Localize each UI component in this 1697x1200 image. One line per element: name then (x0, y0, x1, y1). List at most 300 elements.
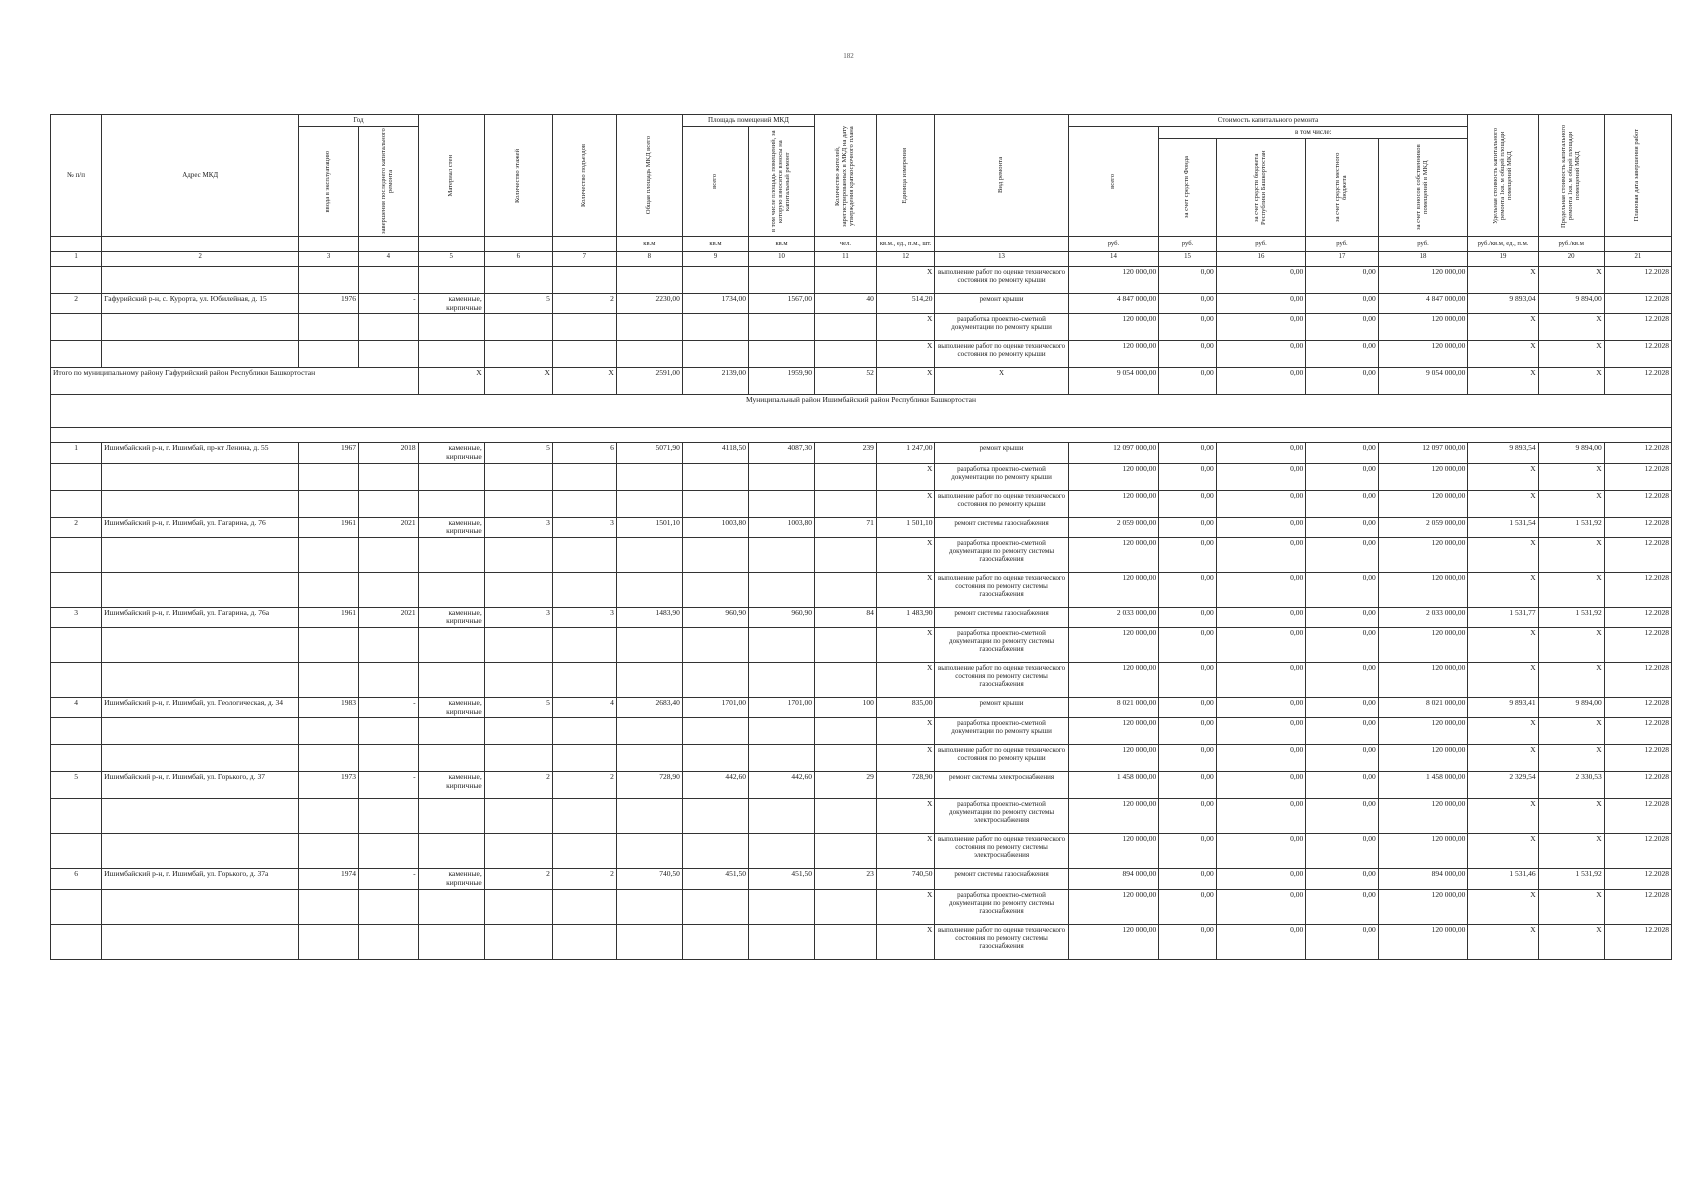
cost-total-cell: 120 000,00 (1068, 537, 1159, 572)
unit-cost-cell: X (1468, 537, 1538, 572)
total-area-cell: 728,90 (616, 772, 682, 799)
floors-cell (484, 718, 552, 745)
year-last-repair-cell: - (358, 772, 418, 799)
header-premises-owned: в том числе площадь помещений, за которую взносятся взносы на капитальный ремонт (748, 127, 814, 237)
cost-republic-cell: 0,00 (1216, 314, 1306, 341)
cost-republic-cell: 0,00 (1216, 517, 1306, 537)
residents-cell: 239 (815, 443, 877, 463)
table-header (51, 115, 1672, 267)
header-year-last-repair: завершения последнего капитального ремонта (358, 127, 418, 237)
address-cell: Ишимбайский р-н, г. Ишимбай, ул. Горького, д. 37 (102, 772, 299, 799)
cost-local-cell: 0,00 (1306, 490, 1378, 517)
unit-value-cell: 740,50 (876, 869, 935, 889)
unit-cell: кв.м (616, 237, 682, 252)
floors-cell (484, 490, 552, 517)
column-number-cell: 18 (1378, 252, 1468, 267)
floors-cell: 2 (484, 869, 552, 889)
cost-total-cell: 120 000,00 (1068, 799, 1159, 834)
max-cost-cell: X (1538, 267, 1604, 294)
row-number-cell: 1 (51, 443, 102, 463)
table-row (51, 869, 1672, 889)
year-last-repair-cell: 2021 (358, 517, 418, 537)
cost-local-cell: 0,00 (1306, 663, 1378, 698)
year-last-repair-cell (358, 834, 418, 869)
wall-material-cell: каменные, кирпичные (418, 443, 484, 463)
header-total-area: Общая площадь МКД всего (616, 115, 682, 237)
cost-local-cell: 0,00 (1306, 889, 1378, 924)
max-cost-cell: X (1538, 924, 1604, 959)
premises-owned-cell (748, 718, 814, 745)
floors-cell (484, 463, 552, 490)
row-number-cell (51, 924, 102, 959)
premises-owned-cell (748, 745, 814, 772)
unit-cell: руб./кв.м, ед., п.м. (1468, 237, 1538, 252)
table-row (51, 314, 1672, 341)
cost-fund-cell: 0,00 (1159, 490, 1217, 517)
table-row (51, 718, 1672, 745)
cost-republic-cell: 0,00 (1216, 834, 1306, 869)
table-row (51, 490, 1672, 517)
column-number-cell: 21 (1604, 252, 1671, 267)
cost-owners-cell: 120 000,00 (1378, 834, 1468, 869)
total-area-cell (616, 745, 682, 772)
address-cell (102, 572, 299, 607)
premises-owned-cell (748, 537, 814, 572)
year-commission-cell (299, 663, 359, 698)
year-commission-cell: 1967 (299, 443, 359, 463)
premises-owned-cell (748, 267, 814, 294)
premises-total-cell (682, 490, 748, 517)
year-last-repair-cell: 2021 (358, 607, 418, 627)
cost-owners-cell: 120 000,00 (1378, 628, 1468, 663)
work-type-cell: выполнение работ по оценке технического состояния по ремонту крыши (935, 745, 1068, 772)
wall-material-cell (418, 267, 484, 294)
table-row (51, 924, 1672, 959)
entrances-cell (552, 799, 616, 834)
deadline-cell: 12.2028 (1604, 718, 1671, 745)
work-type-cell: ремонт крыши (935, 443, 1068, 463)
table-row (51, 607, 1672, 627)
year-commission-cell (299, 834, 359, 869)
column-number-cell: 5 (418, 252, 484, 267)
unit-value-cell: X (876, 463, 935, 490)
unit-cost-cell: 9 893,41 (1468, 698, 1538, 718)
unit-cell: кв.м., ед., п.м., шт. (876, 237, 935, 252)
cost-republic-cell: 0,00 (1216, 267, 1306, 294)
unit-cost-cell: X (1468, 834, 1538, 869)
deadline-cell: 12.2028 (1604, 628, 1671, 663)
cost-republic-cell: 0,00 (1216, 607, 1306, 627)
units-row (51, 237, 1672, 252)
header-cost-incl: в том числе: (1159, 127, 1468, 139)
year-commission-cell (299, 572, 359, 607)
column-number-cell: 20 (1538, 252, 1604, 267)
premises-total-cell (682, 924, 748, 959)
address-cell: Ишимбайский р-н, г. Ишимбай, ул. Гагарина, д. 76 (102, 517, 299, 537)
unit-value-cell: 1 483,90 (876, 607, 935, 627)
table-row (51, 663, 1672, 698)
premises-owned-cell (748, 314, 814, 341)
premises-owned-cell (748, 834, 814, 869)
wall-material-cell (418, 628, 484, 663)
entrances-cell (552, 663, 616, 698)
cost-fund-cell: 0,00 (1159, 772, 1217, 799)
cost-total-cell: 120 000,00 (1068, 889, 1159, 924)
deadline-cell: 12.2028 (1604, 294, 1671, 314)
unit-cost-cell: X (1468, 490, 1538, 517)
total-area-cell: 1483,90 (616, 607, 682, 627)
table-row (51, 443, 1672, 463)
unit-cost-cell: X (1468, 572, 1538, 607)
max-cost-cell: X (1538, 368, 1604, 395)
floors-cell (484, 745, 552, 772)
table-row (51, 799, 1672, 834)
year-last-repair-cell (358, 572, 418, 607)
total-area-cell: 2591,00 (616, 368, 682, 395)
floors-cell (484, 572, 552, 607)
unit-value-cell: X (876, 718, 935, 745)
total-area-cell (616, 799, 682, 834)
premises-owned-cell: 451,50 (748, 869, 814, 889)
year-commission-cell (299, 463, 359, 490)
unit-value-cell: X (876, 834, 935, 869)
unit-cell (484, 237, 552, 252)
header-unit-cost: Удельная стоимость капитального ремонта 1кв. м общей площади помещений МКД (1468, 115, 1538, 237)
unit-cost-cell: 2 329,54 (1468, 772, 1538, 799)
unit-cell (552, 237, 616, 252)
unit-cost-cell: X (1468, 889, 1538, 924)
deadline-cell: 12.2028 (1604, 517, 1671, 537)
entrances-cell (552, 267, 616, 294)
column-number-cell: 17 (1306, 252, 1378, 267)
capital-repair-table (50, 114, 1672, 960)
residents-cell (815, 341, 877, 368)
work-type-cell: выполнение работ по оценке технического состояния по ремонту системы электроснабжения (935, 834, 1068, 869)
unit-cell (1604, 237, 1671, 252)
total-area-cell: 740,50 (616, 869, 682, 889)
cost-local-cell: 0,00 (1306, 443, 1378, 463)
cost-local-cell: 0,00 (1306, 607, 1378, 627)
max-cost-cell: 1 531,92 (1538, 607, 1604, 627)
cost-fund-cell: 0,00 (1159, 537, 1217, 572)
max-cost-cell: X (1538, 799, 1604, 834)
year-last-repair-cell (358, 799, 418, 834)
entrances-cell (552, 745, 616, 772)
premises-owned-cell (748, 663, 814, 698)
wall-material-cell (418, 490, 484, 517)
unit-cost-cell: X (1468, 924, 1538, 959)
work-type-cell: разработка проектно-сметной документации по ремонту системы электроснабжения (935, 799, 1068, 834)
residents-cell (815, 537, 877, 572)
work-type-cell: ремонт системы электроснабжения (935, 772, 1068, 799)
residents-cell: 71 (815, 517, 877, 537)
wall-material-cell: каменные, кирпичные (418, 517, 484, 537)
cost-total-cell: 120 000,00 (1068, 718, 1159, 745)
row-number-cell (51, 314, 102, 341)
work-type-cell: X (935, 368, 1068, 395)
cost-fund-cell: 0,00 (1159, 294, 1217, 314)
total-area-cell (616, 628, 682, 663)
header-cost-local: за счет средств местного бюджета (1306, 139, 1378, 237)
unit-cost-cell: 9 893,04 (1468, 294, 1538, 314)
table-row (51, 294, 1672, 314)
column-number-cell: 11 (815, 252, 877, 267)
year-commission-cell: 1974 (299, 869, 359, 889)
premises-total-cell: 442,60 (682, 772, 748, 799)
year-commission-cell (299, 267, 359, 294)
premises-total-cell: 1734,00 (682, 294, 748, 314)
deadline-cell: 12.2028 (1604, 341, 1671, 368)
address-cell: Ишимбайский р-н, г. Ишимбай, пр-кт Ленина, д. 55 (102, 443, 299, 463)
row-number-cell: 4 (51, 698, 102, 718)
column-number-cell: 2 (102, 252, 299, 267)
unit-value-cell: X (876, 490, 935, 517)
cost-local-cell: 0,00 (1306, 869, 1378, 889)
cost-fund-cell: 0,00 (1159, 834, 1217, 869)
cost-local-cell: 0,00 (1306, 572, 1378, 607)
work-type-cell: ремонт крыши (935, 698, 1068, 718)
total-area-cell (616, 463, 682, 490)
work-type-cell: ремонт системы газоснабжения (935, 869, 1068, 889)
unit-cost-cell: X (1468, 718, 1538, 745)
cost-total-cell: 120 000,00 (1068, 463, 1159, 490)
cost-fund-cell: 0,00 (1159, 341, 1217, 368)
residents-cell (815, 463, 877, 490)
entrances-cell (552, 572, 616, 607)
unit-cost-cell: X (1468, 663, 1538, 698)
year-commission-cell: 1983 (299, 698, 359, 718)
floors-cell (484, 314, 552, 341)
cost-republic-cell: 0,00 (1216, 490, 1306, 517)
year-commission-cell: 1961 (299, 607, 359, 627)
premises-total-cell (682, 834, 748, 869)
table-row (51, 517, 1672, 537)
year-last-repair-cell (358, 463, 418, 490)
work-type-cell: ремонт системы газоснабжения (935, 607, 1068, 627)
residents-cell (815, 834, 877, 869)
cost-local-cell: 0,00 (1306, 834, 1378, 869)
column-number-cell: 4 (358, 252, 418, 267)
cost-owners-cell: 4 847 000,00 (1378, 294, 1468, 314)
wall-material-cell: X (418, 368, 484, 395)
entrances-cell (552, 628, 616, 663)
total-area-cell (616, 341, 682, 368)
year-last-repair-cell (358, 628, 418, 663)
unit-value-cell: X (876, 537, 935, 572)
cost-owners-cell: 120 000,00 (1378, 267, 1468, 294)
year-commission-cell (299, 490, 359, 517)
entrances-cell: 6 (552, 443, 616, 463)
row-number-cell (51, 889, 102, 924)
cost-republic-cell: 0,00 (1216, 463, 1306, 490)
residents-cell (815, 718, 877, 745)
cost-owners-cell: 120 000,00 (1378, 572, 1468, 607)
work-type-cell: ремонт системы газоснабжения (935, 517, 1068, 537)
row-number-cell (51, 628, 102, 663)
header-premises-area: Площадь помещений МКД (682, 115, 814, 127)
address-cell (102, 799, 299, 834)
unit-cell: руб./кв.м (1538, 237, 1604, 252)
header-work-type: Вид ремонта (935, 115, 1068, 237)
address-cell (102, 924, 299, 959)
year-last-repair-cell (358, 924, 418, 959)
deadline-cell: 12.2028 (1604, 745, 1671, 772)
residents-cell: 52 (815, 368, 877, 395)
row-number-cell (51, 745, 102, 772)
cost-republic-cell: 0,00 (1216, 698, 1306, 718)
wall-material-cell (418, 663, 484, 698)
cost-owners-cell: 120 000,00 (1378, 463, 1468, 490)
premises-owned-cell (748, 924, 814, 959)
entrances-cell (552, 924, 616, 959)
cost-fund-cell: 0,00 (1159, 663, 1217, 698)
floors-cell: 5 (484, 698, 552, 718)
max-cost-cell: X (1538, 341, 1604, 368)
unit-cell: кв.м (748, 237, 814, 252)
cost-local-cell: 0,00 (1306, 267, 1378, 294)
max-cost-cell: X (1538, 628, 1604, 663)
row-number-cell (51, 537, 102, 572)
year-last-repair-cell (358, 537, 418, 572)
cost-total-cell: 2 033 000,00 (1068, 607, 1159, 627)
max-cost-cell: X (1538, 572, 1604, 607)
unit-cost-cell: X (1468, 463, 1538, 490)
premises-owned-cell: 1003,80 (748, 517, 814, 537)
cost-fund-cell: 0,00 (1159, 869, 1217, 889)
cost-total-cell: 2 059 000,00 (1068, 517, 1159, 537)
cost-owners-cell: 9 054 000,00 (1378, 368, 1468, 395)
residents-cell: 23 (815, 869, 877, 889)
premises-owned-cell (748, 341, 814, 368)
header-year: Год (299, 115, 418, 127)
premises-total-cell: 451,50 (682, 869, 748, 889)
unit-value-cell: X (876, 745, 935, 772)
table-row (51, 537, 1672, 572)
unit-cost-cell: X (1468, 628, 1538, 663)
floors-cell (484, 799, 552, 834)
row-number-cell: 3 (51, 607, 102, 627)
unit-value-cell: X (876, 368, 935, 395)
address-cell (102, 834, 299, 869)
cost-total-cell: 894 000,00 (1068, 869, 1159, 889)
total-area-cell (616, 924, 682, 959)
column-number-cell: 7 (552, 252, 616, 267)
premises-total-cell (682, 341, 748, 368)
residents-cell (815, 572, 877, 607)
premises-total-cell: 960,90 (682, 607, 748, 627)
unit-cell (102, 237, 299, 252)
unit-cost-cell: X (1468, 745, 1538, 772)
cost-total-cell: 9 054 000,00 (1068, 368, 1159, 395)
residents-cell (815, 745, 877, 772)
unit-cost-cell: 9 893,54 (1468, 443, 1538, 463)
premises-owned-cell (748, 799, 814, 834)
total-area-cell (616, 537, 682, 572)
premises-owned-cell (748, 572, 814, 607)
unit-cell (935, 237, 1068, 252)
premises-total-cell (682, 745, 748, 772)
year-commission-cell (299, 889, 359, 924)
wall-material-cell (418, 718, 484, 745)
year-commission-cell: 1973 (299, 772, 359, 799)
table-row (51, 745, 1672, 772)
year-last-repair-cell: - (358, 294, 418, 314)
cost-fund-cell: 0,00 (1159, 267, 1217, 294)
cost-fund-cell: 0,00 (1159, 314, 1217, 341)
cost-local-cell: 0,00 (1306, 368, 1378, 395)
year-last-repair-cell (358, 663, 418, 698)
address-cell (102, 718, 299, 745)
total-area-cell (616, 490, 682, 517)
year-last-repair-cell (358, 718, 418, 745)
deadline-cell: 12.2028 (1604, 490, 1671, 517)
work-type-cell: выполнение работ по оценке технического состояния по ремонту крыши (935, 490, 1068, 517)
max-cost-cell: X (1538, 745, 1604, 772)
cost-fund-cell: 0,00 (1159, 924, 1217, 959)
max-cost-cell: X (1538, 718, 1604, 745)
address-cell (102, 490, 299, 517)
max-cost-cell: 9 894,00 (1538, 294, 1604, 314)
cost-total-cell: 120 000,00 (1068, 628, 1159, 663)
entrances-cell: 2 (552, 772, 616, 799)
cost-local-cell: 0,00 (1306, 799, 1378, 834)
header-cost: Стоимость капитального ремонта (1068, 115, 1468, 127)
cost-fund-cell: 0,00 (1159, 607, 1217, 627)
cost-fund-cell: 0,00 (1159, 628, 1217, 663)
cost-owners-cell: 120 000,00 (1378, 490, 1468, 517)
entrances-cell: 3 (552, 517, 616, 537)
cost-republic-cell: 0,00 (1216, 628, 1306, 663)
work-type-cell: разработка проектно-сметной документации по ремонту крыши (935, 314, 1068, 341)
deadline-cell: 12.2028 (1604, 572, 1671, 607)
entrances-cell: X (552, 368, 616, 395)
premises-owned-cell: 442,60 (748, 772, 814, 799)
total-area-cell: 1501,10 (616, 517, 682, 537)
cost-local-cell: 0,00 (1306, 924, 1378, 959)
residents-cell (815, 628, 877, 663)
header-deadline: Плановая дата завершения работ (1604, 115, 1671, 237)
max-cost-cell: 1 531,92 (1538, 869, 1604, 889)
deadline-cell: 12.2028 (1604, 368, 1671, 395)
cost-owners-cell: 2 033 000,00 (1378, 607, 1468, 627)
year-last-repair-cell (358, 490, 418, 517)
floors-cell: 2 (484, 772, 552, 799)
cost-local-cell: 0,00 (1306, 294, 1378, 314)
address-cell: Ишимбайский р-н, г. Ишимбай, ул. Геологическая, д. 34 (102, 698, 299, 718)
column-numbers-row (51, 252, 1672, 267)
unit-cost-cell: 1 531,46 (1468, 869, 1538, 889)
cost-local-cell: 0,00 (1306, 772, 1378, 799)
unit-cost-cell: X (1468, 368, 1538, 395)
total-area-cell (616, 314, 682, 341)
work-type-cell: выполнение работ по оценке технического состояния по ремонту системы газоснабжения (935, 924, 1068, 959)
wall-material-cell (418, 314, 484, 341)
premises-total-cell: 2139,00 (682, 368, 748, 395)
unit-cell: руб. (1159, 237, 1217, 252)
premises-owned-cell (748, 889, 814, 924)
wall-material-cell (418, 572, 484, 607)
address-cell (102, 745, 299, 772)
residents-cell (815, 314, 877, 341)
cost-total-cell: 120 000,00 (1068, 341, 1159, 368)
row-number-cell: 6 (51, 869, 102, 889)
header-wall-material: Материал стен (418, 115, 484, 237)
premises-total-cell (682, 267, 748, 294)
work-type-cell: выполнение работ по оценке технического состояния по ремонту системы газоснабжения (935, 572, 1068, 607)
address-cell (102, 341, 299, 368)
cost-total-cell: 120 000,00 (1068, 572, 1159, 607)
max-cost-cell: 2 330,53 (1538, 772, 1604, 799)
